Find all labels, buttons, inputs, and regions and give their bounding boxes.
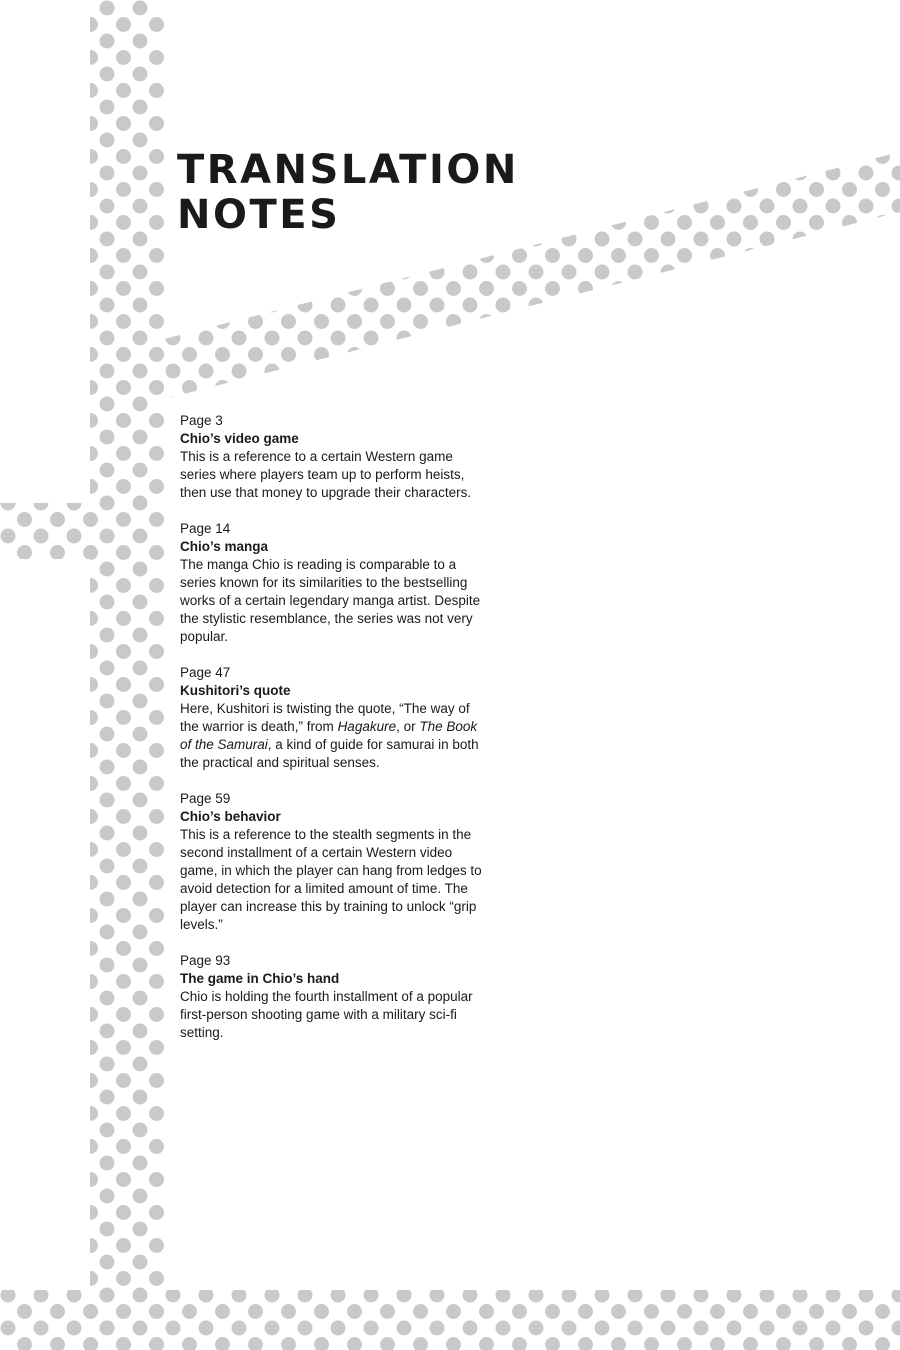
note-item (180, 790, 485, 934)
note-page-number: Page 14 (180, 521, 231, 536)
note-page-number: Page 47 (180, 665, 231, 680)
note-page-number: Page 93 (180, 953, 231, 968)
note-body: Chio is holding the fourth installment of a popular first-person shooting game with a military sci-fi setting. (180, 989, 473, 1040)
dot-strip-vertical (90, 0, 164, 1350)
note-item (180, 520, 485, 646)
note-subject: Chio’s manga (180, 539, 269, 554)
note-item (180, 952, 485, 1042)
page-title (177, 148, 519, 238)
page-title-line-1: TRANSLATION (177, 147, 519, 193)
note-subject: Chio’s video game (180, 431, 299, 446)
note-subject: The game in Chio’s hand (180, 971, 340, 986)
note-item (180, 412, 485, 502)
note-page-number: Page 59 (180, 791, 231, 806)
italic-text: The Book of the Samurai (180, 719, 478, 752)
page-title-line-2: NOTES (177, 192, 341, 238)
note-subject: Chio’s behavior (180, 809, 281, 824)
dot-strip-bottom (0, 1290, 900, 1350)
note-subject: Kushitori’s quote (180, 683, 291, 698)
note-page-number: Page 3 (180, 413, 223, 428)
note-body: Here, Kushitori is twisting the quote, “The way of the warrior is death,” from Hagakure, or The Book of the Samurai, a kind of guide for samurai in both the practical and spiritual senses. (180, 701, 479, 770)
italic-text: Hagakure (337, 719, 397, 734)
note-item (180, 664, 485, 772)
note-body: This is a reference to the stealth segments in the second installment of a certain Western video game, in which the player can hang from ledges to avoid detection for a limited amount of time. The player can increase this by training to unlock “grip levels.” (180, 827, 482, 932)
note-body: The manga Chio is reading is comparable to a series known for its similarities to the bestselling works of a certain legendary manga artist. Despite the stylistic resemblance, the series was not very popular. (180, 557, 481, 644)
notes-list (180, 412, 485, 1060)
note-body: This is a reference to a certain Western game series where players team up to perform heists, then use that money to upgrade their characters. (180, 449, 472, 500)
dot-strip-left-stub (0, 503, 92, 559)
